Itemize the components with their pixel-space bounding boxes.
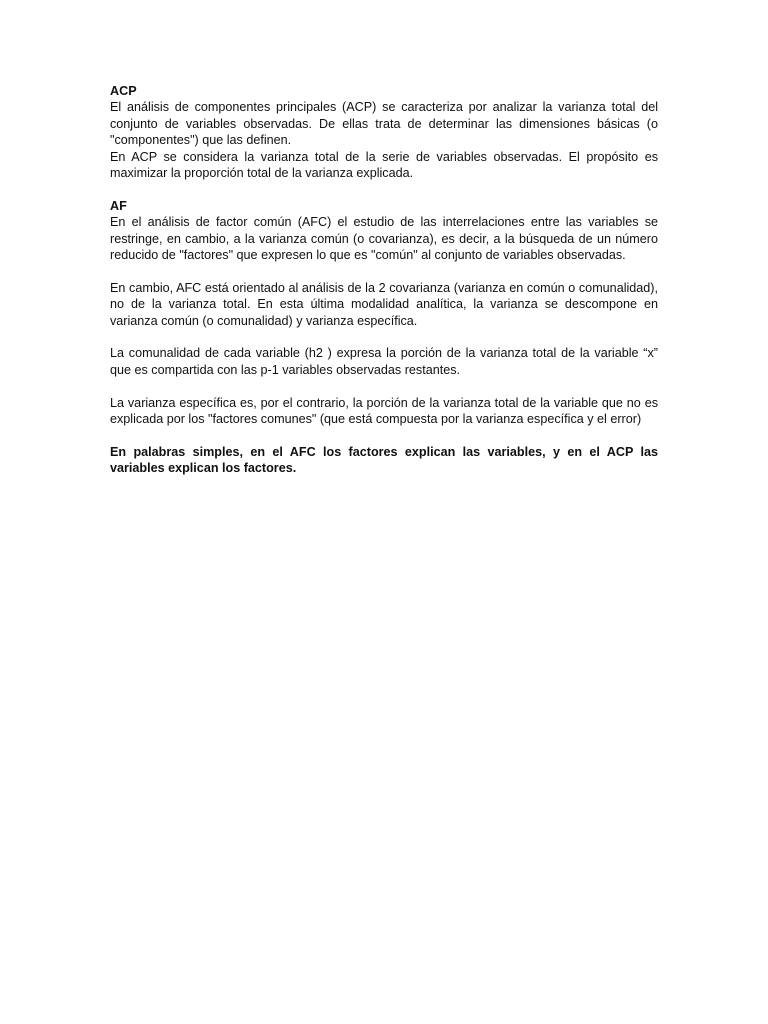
af-paragraph-2: En cambio, AFC está orientado al análisis de la 2 covarianza (varianza en común o comunalidad), no de la varianza total. En esta última modalidad analítica, la varianza se descompone en varianza común (o comunalidad) y varianza específica. bbox=[110, 280, 658, 328]
acp-paragraph-1: El análisis de componentes principales (ACP) se caracteriza por analizar la varianza total del conjunto de variables observadas. De ellas trata de determinar las dimensiones básicas (o "componentes") que las definen. bbox=[110, 100, 658, 148]
spacer bbox=[110, 378, 658, 394]
spacer bbox=[110, 329, 658, 345]
af-paragraph-3: La comunalidad de cada variable (h2 ) expresa la porción de la varianza total de la variable “x” que es compartida con las p-1 variables observadas restantes. bbox=[110, 346, 658, 377]
af-paragraph-1: En el análisis de factor común (AFC) el estudio de las interrelaciones entre las variables se restringe, en cambio, a la varianza común (o covarianza), es decir, a la búsqueda de un número reducido de "factores" que expresen lo que es "común" al conjunto de variables observadas. bbox=[110, 215, 658, 263]
heading-af: AF bbox=[110, 198, 127, 213]
spacer bbox=[110, 427, 658, 443]
heading-acp: ACP bbox=[110, 84, 137, 98]
document-page bbox=[110, 83, 658, 477]
af-paragraph-4: La varianza específica es, por el contrario, la porción de la varianza total de la variable que no es explicada por los "factores comunes" (que está compuesta por la varianza específica y el error) bbox=[110, 395, 658, 427]
spacer bbox=[110, 263, 658, 279]
spacer bbox=[110, 181, 658, 197]
summary-paragraph: En palabras simples, en el AFC los factores explican las variables, y en el ACP las variables explican los factores. bbox=[110, 444, 658, 476]
acp-paragraph-2: En ACP se considera la varianza total de la serie de variables observadas. El propósito es maximizar la proporción total de la varianza explicada. bbox=[110, 149, 658, 181]
